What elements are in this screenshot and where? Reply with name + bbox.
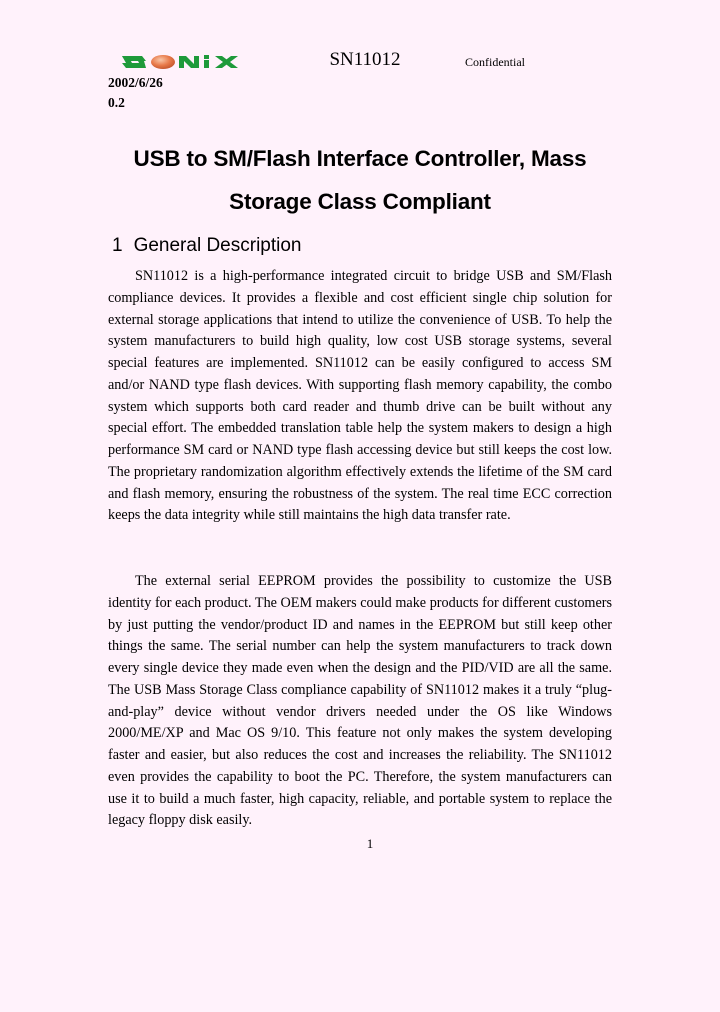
document-version: 0.2: [108, 95, 125, 110]
document-id: SN11012: [329, 49, 401, 70]
paragraph-general-description-1: SN11012 is a high-performance integrated circuit to bridge USB and SM/Flash compliance devices. It provides a flexible and cost efficient single chip solution for external storage applications that intend to utilize the convenience of USB. To help the system manufacturers to build high quality, low cost USB storage systems, several special features are implemented. SN11012 can be easily configured to access SM and/or NAND type flash devices. With supporting flash memory capability, the combo system which supports both card reader and thumb drive can be built without any special effort. The embedded translation table help the system makers to design a high performance SM card or NAND type flash accessing device but still keeps the cost low. The proprietary randomization algorithm effectively extends the lifetime of the SM card and flash memory, ensuring the robustness of the system. The real time ECC correction keeps the data integrity while still maintains the high data transfer rate.: [108, 268, 612, 524]
sonix-logo-icon: [122, 53, 238, 71]
sonix-logo: [122, 53, 238, 71]
paragraph-general-description-2: The external serial EEPROM provides the possibility to customize the USB identity for each product. The OEM makers could make products for different customers by just putting the vendor/product ID and names in the EEPROM but still keep other things the same. The serial number can help the system manufacturers to track down every single device they made even when the design and the PID/VID are all the same. The USB Mass Storage Class compliance capability of SN11012 makes it a truly “plug-and-play” device without vendor drivers needed under the OS like Windows 2000/ME/XP and Mac OS 9/10. This feature not only makes the system developing faster and easier, but also reduces the cost and increases the reliability. The SN11012 even provides the capability to boot the PC. Therefore, the system manufacturers can use it to build a much faster, high capacity, reliable, and portable system to replace the legacy floppy disk easily.: [108, 573, 612, 829]
document-title-line-1: USB to SM/Flash Interface Controller, Mass: [133, 146, 587, 171]
section-title: General Description: [133, 235, 302, 256]
section-number: 1: [112, 235, 123, 256]
page-number: 1: [366, 836, 374, 851]
section-heading: [112, 235, 302, 257]
document-title-line-2: Storage Class Compliant: [229, 189, 491, 214]
document-date: 2002/6/26: [108, 75, 163, 90]
confidential-label: Confidential: [465, 55, 525, 69]
